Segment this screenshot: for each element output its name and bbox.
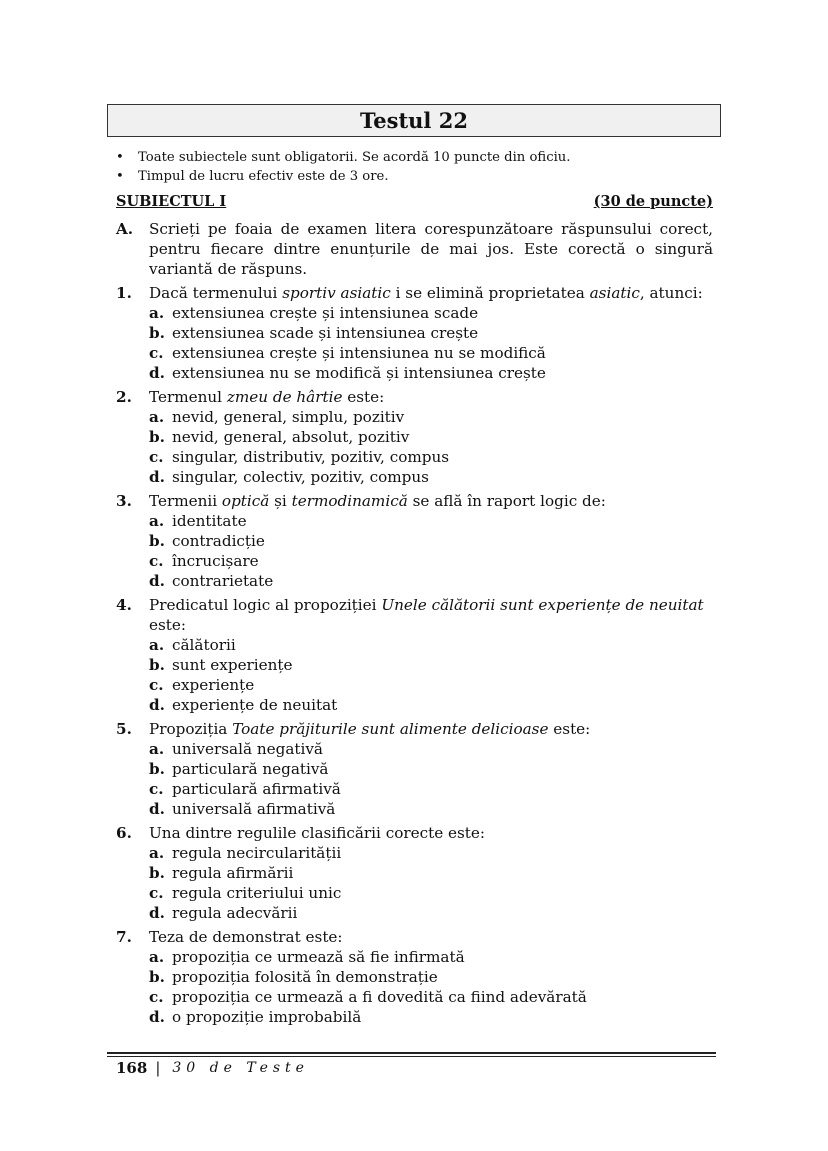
section-instructions: Scrieți pe foaia de examen litera corespunzătoare răspunsului corect, pentru fiecare dintre enunțurile de mai jos. Este corectă o singură variantă de răspuns. — [149, 220, 713, 278]
option-text: contradicție — [172, 532, 265, 550]
answer-option — [149, 427, 713, 447]
option-text: regula adecvării — [172, 904, 298, 922]
answer-option — [149, 903, 713, 923]
option-letter: c. — [149, 448, 164, 466]
option-letter: d. — [149, 468, 165, 486]
answer-option — [149, 1007, 713, 1027]
question-number: 3. — [116, 492, 132, 510]
option-letter: b. — [149, 428, 165, 446]
question-text: este: — [149, 616, 186, 634]
answer-option — [149, 947, 713, 967]
note-item — [116, 148, 571, 167]
option-letter: c. — [149, 344, 164, 362]
option-text: experiențe — [172, 676, 255, 694]
option-text: universală afirmativă — [172, 800, 336, 818]
question-text: Termenii — [149, 492, 222, 510]
option-letter: a. — [149, 408, 165, 426]
note-text: Timpul de lucru efectiv este de 3 ore. — [138, 169, 389, 184]
question-text: i se elimină proprietatea — [390, 284, 590, 302]
question-text: Termenul — [149, 388, 227, 406]
footer-separator: | — [155, 1059, 161, 1077]
answer-option — [149, 967, 713, 987]
question-text: Predicatul logic al propoziției — [149, 596, 382, 614]
book-title: 30 de Teste — [172, 1060, 309, 1076]
question-5 — [116, 719, 713, 819]
option-letter: a. — [149, 844, 165, 862]
option-text: extensiunea nu se modifică și intensiunea crește — [172, 364, 546, 382]
option-text: regula necircularității — [172, 844, 342, 862]
answer-option — [149, 407, 713, 427]
question-2 — [116, 387, 713, 487]
option-text: nevid, general, simplu, pozitiv — [172, 408, 405, 426]
note-text: Toate subiectele sunt obligatorii. Se acordă 10 puncte din oficiu. — [138, 150, 571, 165]
question-7 — [116, 927, 713, 1027]
option-text: singular, colectiv, pozitiv, compus — [172, 468, 429, 486]
section-a — [116, 219, 713, 279]
subject-header — [116, 193, 713, 210]
question-text: este: — [548, 720, 591, 738]
question-term: asiatic — [589, 284, 640, 302]
answer-option — [149, 343, 713, 363]
question-stem — [149, 491, 713, 511]
answer-option — [149, 635, 713, 655]
question-number: 5. — [116, 720, 132, 738]
option-letter: a. — [149, 636, 165, 654]
question-term: optică — [221, 492, 270, 510]
instructions-list — [116, 148, 571, 186]
bullet-icon: • — [116, 150, 124, 165]
question-term: Toate prăjiturile sunt alimente delicioase — [232, 720, 549, 738]
answer-option — [149, 675, 713, 695]
option-text: propoziția ce urmează să fie infirmată — [172, 948, 465, 966]
question-term: termodinamică — [291, 492, 408, 510]
option-letter: b. — [149, 968, 165, 986]
question-stem — [149, 595, 713, 635]
option-text: contrarietate — [172, 572, 274, 590]
option-text: particulară negativă — [172, 760, 329, 778]
option-text: singular, distributiv, pozitiv, compus — [172, 448, 450, 466]
answer-option — [149, 511, 713, 531]
question-stem — [149, 283, 713, 303]
option-letter: a. — [149, 740, 165, 758]
option-letter: b. — [149, 760, 165, 778]
option-text: particulară afirmativă — [172, 780, 341, 798]
answer-option — [149, 843, 713, 863]
answer-option — [149, 799, 713, 819]
answer-option — [149, 655, 713, 675]
option-letter: b. — [149, 864, 165, 882]
option-text: călătorii — [172, 636, 236, 654]
question-stem — [149, 927, 713, 947]
option-letter: d. — [149, 800, 165, 818]
answer-option — [149, 363, 713, 383]
question-text: Propoziția — [149, 720, 233, 738]
test-title: Testul 22 — [107, 104, 721, 137]
option-text: extensiunea scade și intensiunea crește — [172, 324, 479, 342]
option-text: o propoziție improbabilă — [172, 1008, 362, 1026]
option-letter: d. — [149, 904, 165, 922]
question-text: este: — [342, 388, 385, 406]
question-term: Unele călătorii sunt experiențe de neuitat — [381, 596, 704, 614]
option-text: experiențe de neuitat — [172, 696, 338, 714]
question-4 — [116, 595, 713, 715]
option-text: încrucișare — [172, 552, 259, 570]
option-letter: a. — [149, 304, 165, 322]
answer-option — [149, 303, 713, 323]
question-number: 7. — [116, 928, 132, 946]
question-number: 2. — [116, 388, 132, 406]
question-number: 4. — [116, 596, 132, 614]
answer-option — [149, 447, 713, 467]
question-text: se află în raport logic de: — [407, 492, 606, 510]
option-letter: b. — [149, 324, 165, 342]
page-footer — [116, 1059, 309, 1077]
question-text: Una dintre regulile clasificării corecte este: — [149, 824, 486, 842]
option-letter: b. — [149, 532, 165, 550]
answer-option — [149, 467, 713, 487]
option-text: propoziția folosită în demonstrație — [172, 968, 438, 986]
option-text: propoziția ce urmează a fi dovedită ca fiind adevărată — [172, 988, 587, 1006]
answer-option — [149, 863, 713, 883]
section-letter: A. — [116, 220, 134, 238]
question-stem — [149, 823, 713, 843]
question-stem — [149, 387, 713, 407]
option-text: identitate — [172, 512, 247, 530]
answer-option — [149, 551, 713, 571]
subject-label: SUBIECTUL I — [116, 193, 227, 210]
option-text: extensiunea crește și intensiunea nu se modifică — [172, 344, 546, 362]
option-text: universală negativă — [172, 740, 323, 758]
answer-option — [149, 779, 713, 799]
question-term: sportiv asiatic — [282, 284, 391, 302]
option-text: extensiunea crește și intensiunea scade — [172, 304, 479, 322]
footer-divider — [107, 1052, 716, 1054]
question-number: 1. — [116, 284, 132, 302]
option-text: regula criteriului unic — [172, 884, 342, 902]
question-text: Dacă termenului — [149, 284, 283, 302]
answer-option — [149, 759, 713, 779]
option-letter: c. — [149, 884, 164, 902]
option-letter: a. — [149, 948, 165, 966]
note-item — [116, 167, 571, 186]
option-letter: d. — [149, 696, 165, 714]
question-1 — [116, 283, 713, 383]
answer-option — [149, 883, 713, 903]
option-letter: d. — [149, 572, 165, 590]
bullet-icon: • — [116, 169, 124, 184]
answer-option — [149, 695, 713, 715]
question-term: zmeu de hârtie — [226, 388, 343, 406]
question-text: și — [269, 492, 292, 510]
question-6 — [116, 823, 713, 923]
option-text: regula afirmării — [172, 864, 294, 882]
option-letter: d. — [149, 1008, 165, 1026]
option-text: sunt experiențe — [172, 656, 293, 674]
option-letter: c. — [149, 780, 164, 798]
option-letter: d. — [149, 364, 165, 382]
footer-divider-thin — [107, 1056, 716, 1057]
answer-option — [149, 987, 713, 1007]
question-stem — [149, 719, 713, 739]
question-3 — [116, 491, 713, 591]
question-text: , atunci: — [639, 284, 703, 302]
question-number: 6. — [116, 824, 132, 842]
subject-points: (30 de puncte) — [593, 193, 713, 210]
option-letter: a. — [149, 512, 165, 530]
answer-option — [149, 571, 713, 591]
option-letter: c. — [149, 552, 164, 570]
answer-option — [149, 531, 713, 551]
question-text: Teza de demonstrat este: — [149, 928, 343, 946]
questions-section — [116, 219, 713, 1031]
option-letter: c. — [149, 988, 164, 1006]
option-letter: c. — [149, 676, 164, 694]
option-letter: b. — [149, 656, 165, 674]
answer-option — [149, 323, 713, 343]
answer-option — [149, 739, 713, 759]
option-text: nevid, general, absolut, pozitiv — [172, 428, 410, 446]
page-number: 168 — [116, 1059, 148, 1077]
